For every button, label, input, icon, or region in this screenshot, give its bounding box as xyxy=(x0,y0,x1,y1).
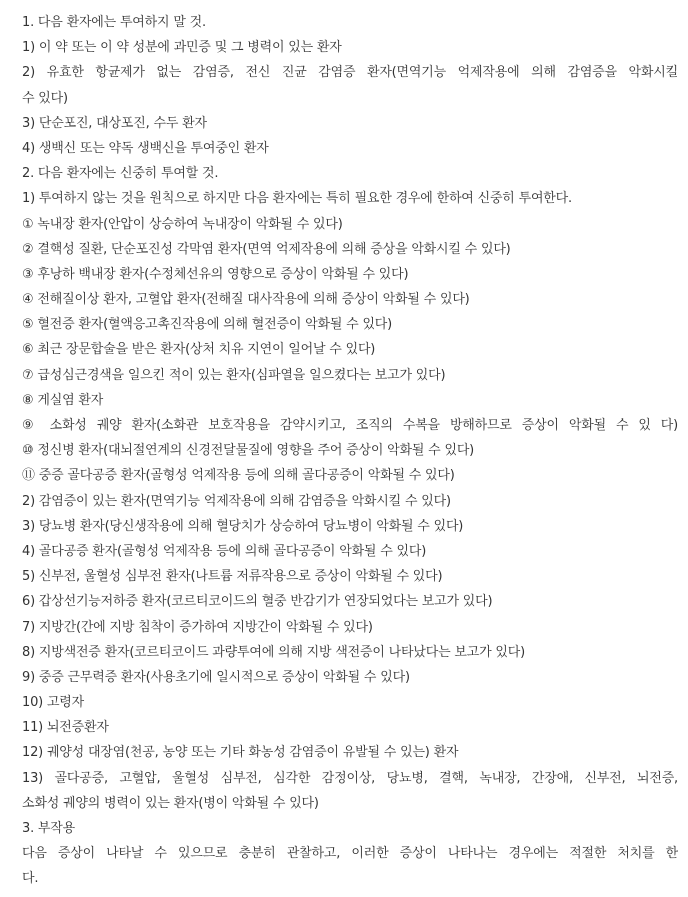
list-item: ⑥ 최근 장문합술을 받은 환자(상처 치유 지연이 일어날 수 있다) xyxy=(22,342,376,358)
list-item: 1) 이 약 또는 이 약 성분에 과민증 및 그 병력이 있는 환자 xyxy=(22,40,342,56)
list-item: 2) 감염증이 있는 환자(면역기능 억제작용에 의해 감염증을 악화시킬 수 있다) xyxy=(22,493,451,509)
list-item: 13) 골다공증, 고혈압, 울혈성 심부전, 심각한 감정이상, 당뇨병, 결핵, 녹내장, 간장애, 신부전, 뇌전증, xyxy=(22,770,678,786)
list-item: 9) 중증 근무력증 환자(사용초기에 일시적으로 증상이 악화될 수 있다) xyxy=(22,669,410,685)
list-item: ⑤ 혈전증 환자(혈액응고촉진작용에 의해 혈전증이 악화될 수 있다) xyxy=(22,317,393,333)
list-item: ⑩ 정신병 환자(대뇌절연계의 신경전달물질에 영향을 주어 증상이 악화될 수 있다) xyxy=(22,443,475,459)
list-item: ① 녹내장 환자(안압이 상승하여 녹내장이 악화될 수 있다) xyxy=(22,216,343,232)
paragraph-continuation: 다. xyxy=(22,871,39,887)
paragraph: 다음 증상이 나타날 수 있으므로 충분히 관찰하고, 이러한 증상이 나타나는 경우에는 적절한 처치를 한 xyxy=(22,846,678,862)
list-item: 2) 유효한 항균제가 없는 감염증, 전신 진균 감염증 환자(면역기능 억제작용에 의해 감염증을 악화시킬 xyxy=(22,65,678,81)
list-item: 3) 당뇨병 환자(당신생작용에 의해 혈당치가 상승하여 당뇨병이 악화될 수 있다) xyxy=(22,518,464,534)
list-item: ④ 전해질이상 환자, 고혈압 환자(전해질 대사작용에 의해 증상이 악화될 수 있다) xyxy=(22,292,470,308)
list-item: 8) 지방색전증 환자(코르티코이드 과량투여에 의해 지방 색전증이 나타났다는 보고가 있다) xyxy=(22,644,525,660)
list-item: 6) 갑상선기능저하증 환자(코르티코이드의 혈중 반감기가 연장되었다는 보고가 있다) xyxy=(22,594,493,610)
list-item-continuation: 소화성 궤양의 병력이 있는 환자(병이 악화될 수 있다) xyxy=(22,795,319,811)
section-heading-adverse-reactions: 3. 부작용 xyxy=(22,821,76,836)
list-item: 4) 골다공증 환자(골형성 억제작용 등에 의해 골다공증이 악화될 수 있다) xyxy=(22,543,427,559)
list-item-continuation: 수 있다) xyxy=(22,90,68,106)
list-item: 4) 생백신 또는 약독 생백신을 투여중인 환자 xyxy=(22,140,269,156)
list-item: 12) 궤양성 대장염(천공, 농양 또는 기타 화농성 감염증이 유발될 수 있는) 환자 xyxy=(22,745,459,761)
list-item: 3) 단순포진, 대상포진, 수두 환자 xyxy=(22,115,207,131)
section-heading-precautions: 2. 다음 환자에는 신중히 투여할 것. xyxy=(22,166,219,182)
list-item: 10) 고령자 xyxy=(22,695,85,711)
section-heading-contraindications: 1. 다음 환자에는 투여하지 말 것. xyxy=(22,15,206,30)
list-item: 1) 투여하지 않는 것을 원칙으로 하지만 다음 환자에는 특히 필요한 경우에 한하여 신중히 투여한다. xyxy=(22,191,572,207)
document-body xyxy=(0,10,688,897)
list-item: 5) 신부전, 울혈성 심부전 환자(나트륨 저류작용으로 증상이 악화될 수 있다) xyxy=(22,569,443,585)
list-item: ⑨ 소화성 궤양 환자(소화관 보호작용을 감약시키고, 조직의 수복을 방해하므로 증상이 악화될 수 있 다) xyxy=(22,418,678,433)
list-item: ② 결핵성 질환, 단순포진성 각막염 환자(면역 억제작용에 의해 증상을 악화시킬 수 있다) xyxy=(22,241,511,257)
list-item: ⑧ 게실염 환자 xyxy=(22,392,104,408)
list-item: ③ 후낭하 백내장 환자(수정체선유의 영향으로 증상이 악화될 수 있다) xyxy=(22,266,409,282)
list-item: 7) 지방간(간에 지방 침착이 증가하여 지방간이 악화될 수 있다) xyxy=(22,619,373,635)
list-item: 11) 뇌전증환자 xyxy=(22,720,109,736)
list-item: ⑪ 중증 골다공증 환자(골형성 억제작용 등에 의해 골다공증이 악화될 수 있다) xyxy=(22,468,455,484)
list-item: ⑦ 급성심근경색을 일으킨 적이 있는 환자(심파열을 일으켰다는 보고가 있다) xyxy=(22,367,446,383)
